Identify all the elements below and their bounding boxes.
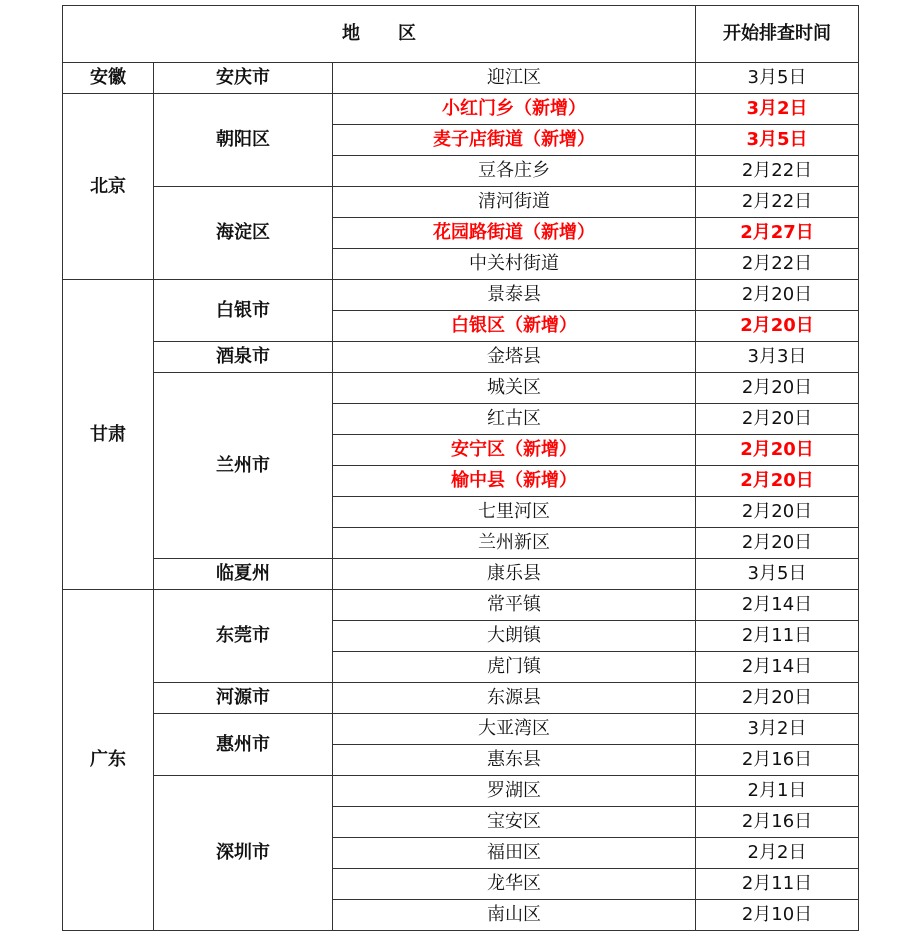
district-cell: 兰州新区 — [333, 528, 696, 559]
table-row — [63, 63, 859, 94]
city-cell: 东莞市 — [154, 590, 333, 683]
province-cell: 北京 — [63, 94, 154, 280]
table-row — [63, 94, 859, 125]
table-row — [63, 776, 859, 807]
district-cell: 城关区 — [333, 373, 696, 404]
district-cell: 迎江区 — [333, 63, 696, 94]
date-cell: 2月22日 — [696, 249, 859, 280]
date-cell: 2月11日 — [696, 621, 859, 652]
table-row — [63, 683, 859, 714]
date-cell: 3月5日 — [696, 63, 859, 94]
district-cell: 中关村街道 — [333, 249, 696, 280]
district-cell: 安宁区（新增） — [333, 435, 696, 466]
city-cell: 临夏州 — [154, 559, 333, 590]
district-cell: 花园路街道（新增） — [333, 218, 696, 249]
district-cell: 罗湖区 — [333, 776, 696, 807]
district-cell: 惠东县 — [333, 745, 696, 776]
date-cell: 3月3日 — [696, 342, 859, 373]
date-cell: 2月20日 — [696, 404, 859, 435]
district-cell: 白银区（新增） — [333, 311, 696, 342]
district-cell: 虎门镇 — [333, 652, 696, 683]
district-cell: 红古区 — [333, 404, 696, 435]
district-cell: 小红门乡（新增） — [333, 94, 696, 125]
date-cell: 2月20日 — [696, 683, 859, 714]
header-start-date: 开始排查时间 — [696, 6, 859, 63]
date-cell: 2月27日 — [696, 218, 859, 249]
district-cell: 福田区 — [333, 838, 696, 869]
city-cell: 深圳市 — [154, 776, 333, 931]
date-cell: 2月10日 — [696, 900, 859, 931]
city-cell: 白银市 — [154, 280, 333, 342]
table-header-row — [63, 6, 859, 63]
province-cell: 广东 — [63, 590, 154, 931]
district-cell: 清河街道 — [333, 187, 696, 218]
date-cell: 2月1日 — [696, 776, 859, 807]
table-row — [63, 342, 859, 373]
district-cell: 豆各庄乡 — [333, 156, 696, 187]
district-cell: 麦子店街道（新增） — [333, 125, 696, 156]
date-cell: 2月14日 — [696, 590, 859, 621]
city-cell: 兰州市 — [154, 373, 333, 559]
date-cell: 2月14日 — [696, 652, 859, 683]
date-cell: 3月2日 — [696, 714, 859, 745]
city-cell: 河源市 — [154, 683, 333, 714]
city-cell: 酒泉市 — [154, 342, 333, 373]
header-area-char-2: 区 — [398, 23, 416, 44]
table-row — [63, 714, 859, 745]
date-cell: 2月20日 — [696, 466, 859, 497]
city-cell: 惠州市 — [154, 714, 333, 776]
district-cell: 康乐县 — [333, 559, 696, 590]
date-cell: 2月22日 — [696, 156, 859, 187]
district-cell: 大朗镇 — [333, 621, 696, 652]
date-cell: 3月2日 — [696, 94, 859, 125]
investigation-table — [62, 5, 859, 931]
date-cell: 2月20日 — [696, 280, 859, 311]
district-cell: 南山区 — [333, 900, 696, 931]
date-cell: 3月5日 — [696, 125, 859, 156]
city-cell: 朝阳区 — [154, 94, 333, 187]
table-row — [63, 187, 859, 218]
district-cell: 宝安区 — [333, 807, 696, 838]
date-cell: 3月5日 — [696, 559, 859, 590]
district-cell: 常平镇 — [333, 590, 696, 621]
table-row — [63, 373, 859, 404]
date-cell: 2月16日 — [696, 807, 859, 838]
province-cell: 甘肃 — [63, 280, 154, 590]
city-cell: 安庆市 — [154, 63, 333, 94]
district-cell: 东源县 — [333, 683, 696, 714]
header-area — [63, 6, 696, 63]
district-cell: 七里河区 — [333, 497, 696, 528]
date-cell: 2月20日 — [696, 435, 859, 466]
province-cell: 安徽 — [63, 63, 154, 94]
date-cell: 2月20日 — [696, 497, 859, 528]
date-cell: 2月20日 — [696, 528, 859, 559]
header-area-char-1: 地 — [342, 23, 360, 44]
district-cell: 大亚湾区 — [333, 714, 696, 745]
date-cell: 2月2日 — [696, 838, 859, 869]
district-cell: 龙华区 — [333, 869, 696, 900]
table-row — [63, 590, 859, 621]
date-cell: 2月11日 — [696, 869, 859, 900]
date-cell: 2月20日 — [696, 373, 859, 404]
district-cell: 景泰县 — [333, 280, 696, 311]
table-row — [63, 280, 859, 311]
district-cell: 榆中县（新增） — [333, 466, 696, 497]
district-cell: 金塔县 — [333, 342, 696, 373]
date-cell: 2月16日 — [696, 745, 859, 776]
city-cell: 海淀区 — [154, 187, 333, 280]
table-row — [63, 559, 859, 590]
date-cell: 2月22日 — [696, 187, 859, 218]
date-cell: 2月20日 — [696, 311, 859, 342]
